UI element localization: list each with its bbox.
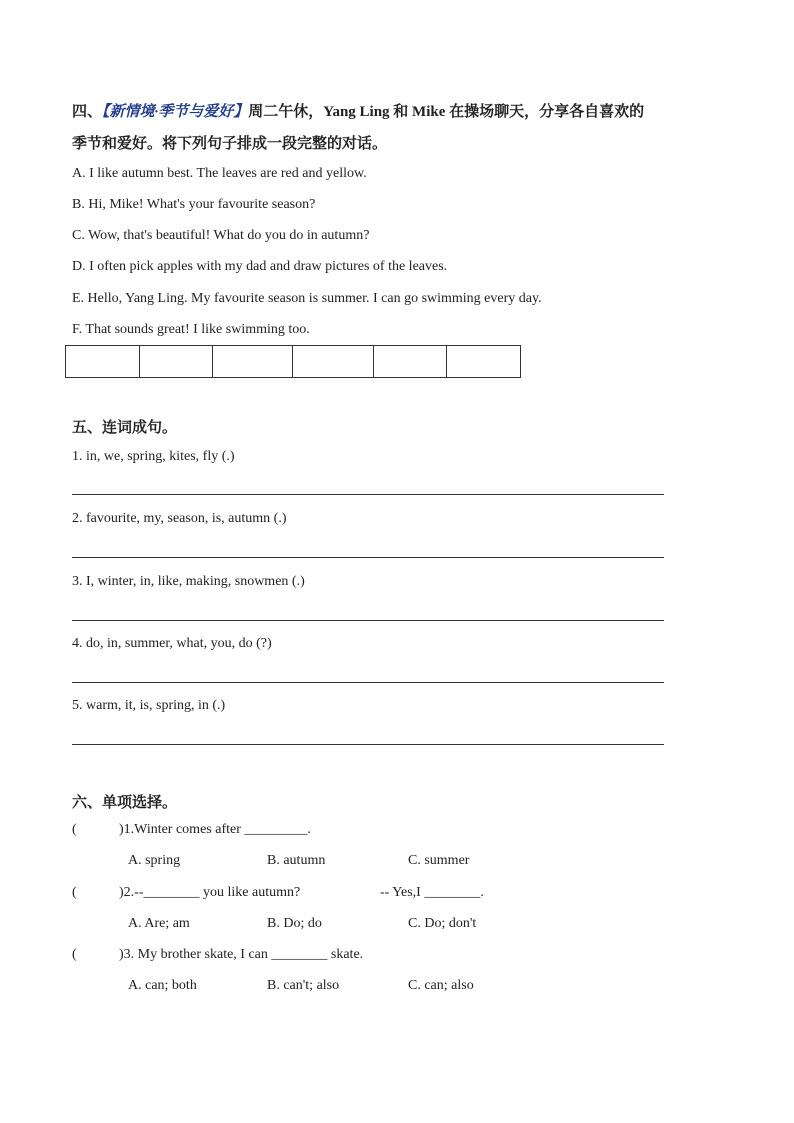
sentence-b: B. Hi, Mike! What's your favourite season?: [72, 197, 316, 212]
section4-heading: [72, 100, 644, 121]
question-2-stem: )2.--________ you like autumn?: [119, 885, 301, 900]
section4-tag: 【新情境·季节与爱好】: [102, 104, 249, 120]
question-1-stem: )1.Winter comes after _________.: [119, 822, 311, 837]
reorder-item-3: 3. I, winter, in, like, making, snowmen (.): [72, 574, 305, 589]
answer-cell[interactable]: [66, 346, 140, 378]
sentence-e: E. Hello, Yang Ling. My favourite season is summer. I can go swimming every day.: [72, 291, 542, 306]
section6-title: 六、单项选择。: [72, 795, 178, 811]
question-2-paren[interactable]: (: [72, 885, 77, 900]
question-3-option-c[interactable]: C. can; also: [408, 978, 474, 993]
reorder-item-2: 2. favourite, my, season, is, autumn (.): [72, 511, 287, 526]
answer-line-3[interactable]: [72, 620, 664, 621]
answer-cell[interactable]: [213, 346, 293, 378]
question-1-option-b[interactable]: B. autumn: [267, 853, 326, 868]
answer-cell[interactable]: [140, 346, 213, 378]
reorder-item-5: 5. warm, it, is, spring, in (.): [72, 698, 226, 713]
question-3-option-a[interactable]: A. can; both: [128, 978, 197, 993]
section5-title: 五、连词成句。: [72, 420, 178, 436]
answer-cell[interactable]: [447, 346, 521, 378]
sentence-f: F. That sounds great! I like swimming too.: [72, 322, 310, 337]
sentence-c: C. Wow, that's beautiful! What do you do in autumn?: [72, 228, 370, 243]
reorder-item-4: 4. do, in, summer, what, you, do (?): [72, 636, 272, 651]
question-2-option-b[interactable]: B. Do; do: [267, 916, 322, 931]
sentence-d: D. I often pick apples with my dad and draw pictures of the leaves.: [72, 259, 448, 274]
answer-line-2[interactable]: [72, 557, 664, 558]
question-2-option-a[interactable]: A. Are; am: [128, 916, 190, 931]
answer-cell[interactable]: [293, 346, 374, 378]
question-1-option-a[interactable]: A. spring: [128, 853, 181, 868]
answer-line-1[interactable]: [72, 494, 664, 495]
reorder-item-1: 1. in, we, spring, kites, fly (.): [72, 449, 235, 464]
answer-line-5[interactable]: [72, 744, 664, 745]
question-3-paren[interactable]: (: [72, 947, 77, 962]
section4-number: 四、: [72, 104, 103, 120]
question-1-option-c[interactable]: C. summer: [408, 853, 470, 868]
answer-line-4[interactable]: [72, 682, 664, 683]
question-2-response: -- Yes,I ________.: [380, 885, 484, 900]
sentence-a: A. I like autumn best. The leaves are red and yellow.: [72, 166, 367, 181]
section4-intro-line2: 季节和爱好。将下列句子排成一段完整的对话。: [72, 136, 388, 152]
section4-intro: 周二午休，Yang Ling 和 Mike 在操场聊天，分享各自喜欢的: [248, 104, 645, 120]
answer-cell[interactable]: [374, 346, 447, 378]
question-1-paren[interactable]: (: [72, 822, 77, 837]
order-answer-table: [65, 345, 521, 378]
question-3-stem: )3. My brother skate, I can ________ skate.: [119, 947, 364, 962]
question-3-option-b[interactable]: B. can't; also: [267, 978, 340, 993]
question-2-option-c[interactable]: C. Do; don't: [408, 916, 477, 931]
